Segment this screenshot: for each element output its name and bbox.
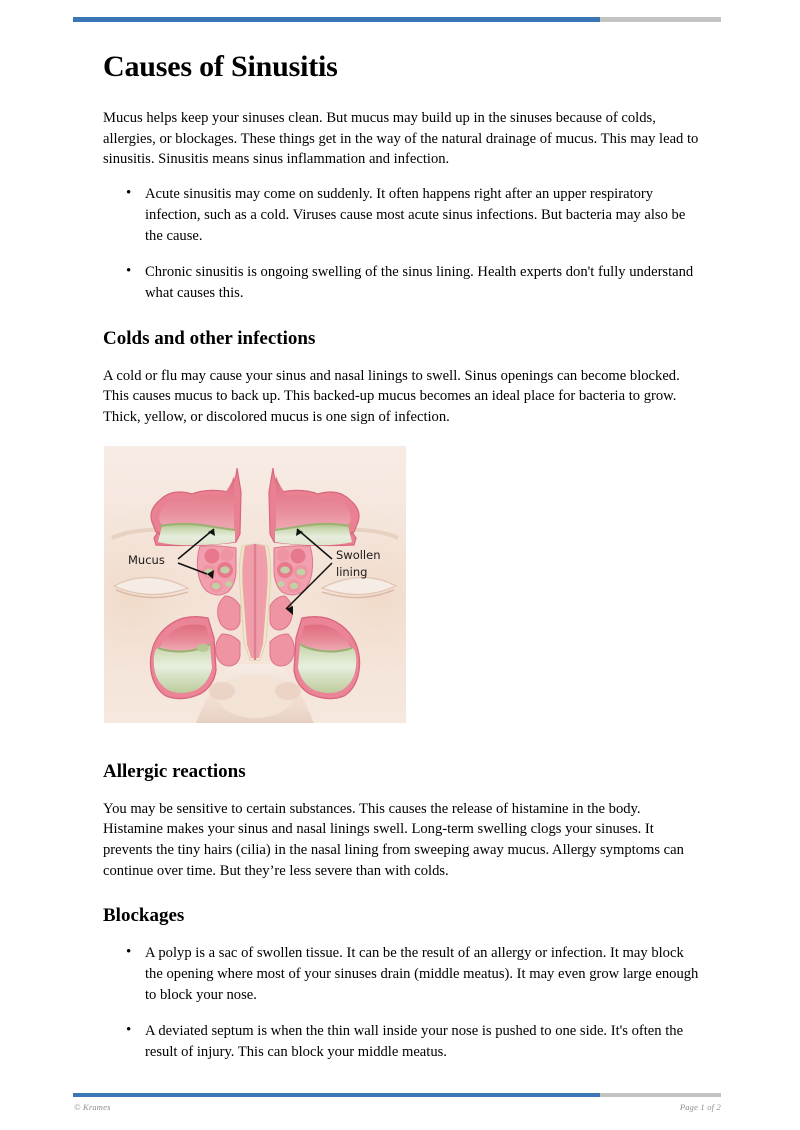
list-item: • A polyp is a sac of swollen tissue. It can be the result of an allergy or infection. It may block the opening where most of your sinuses drain (middle meatus). It may even grow large enough to block your nose.	[145, 943, 703, 1005]
figure-label-swollen-line1: Swollen	[336, 547, 381, 562]
footer-copyright: © Krames	[74, 1102, 111, 1112]
list-item: • Acute sinusitis may come on suddenly. It often happens right after an upper respiratory infection, such as a cold. Viruses cause most acute sinus infections. But bacteria may also be the cause.	[145, 184, 703, 246]
ethmoid-mucus	[297, 568, 306, 575]
list-item: • A deviated septum is when the thin wall inside your nose is pushed to one side. It's often the result of injury. This can block your middle meatus.	[145, 1021, 703, 1062]
ethmoid-mucus	[212, 583, 220, 589]
ethmoid-mucus	[280, 566, 290, 573]
intro-paragraph: Mucus helps keep your sinuses clean. But mucus may build up in the sinuses because of colds, allergies, or blockages. These things get in the way of the natural drainage of mucus. This may lead to sinusitis. Sinusitis means sinus inflammation and infection.	[103, 110, 699, 168]
footer-rule-blue-segment	[73, 1093, 600, 1097]
figure-spacer	[103, 723, 703, 737]
document-content	[103, 50, 703, 1079]
right-inferior-turbinate	[270, 634, 294, 666]
ethmoid-cell	[291, 548, 306, 563]
intro-bullet-list	[103, 184, 703, 304]
footer-rule-gray-segment	[600, 1093, 721, 1097]
right-middle-turbinate	[270, 596, 292, 630]
header-rule-gray-segment	[600, 17, 721, 22]
figure-label-swollen-line2: lining	[336, 564, 368, 579]
right-nostril	[275, 682, 301, 700]
section-paragraph-allergic: You may be sensitive to certain substances. This causes the release of histamine in the body. Histamine makes your sinus and nasal linings swell. Long-term swelling clogs your sinuses. It prevents the tiny hairs (cilia) in the nasal lining from sweeping away mucus. Allergy symptoms can continue over time. But they’re less severe than with colds.	[103, 800, 684, 879]
page-title: Causes of Sinusitis	[103, 50, 338, 83]
sinus-anatomy-figure	[104, 446, 406, 723]
left-nostril	[209, 682, 235, 700]
footer-page-number: Page 1 of 2	[679, 1102, 721, 1112]
ethmoid-mucus	[290, 583, 298, 589]
sinus-anatomy-illustration	[104, 446, 406, 723]
left-inferior-turbinate	[216, 634, 240, 666]
section-paragraph-colds: A cold or flu may cause your sinus and nasal linings to swell. Sinus openings can become blocked. This causes mucus to back up. This backed-up mucus becomes an ideal place for bacteria to grow. Thick, yellow, or discolored mucus is one sign of infection.	[103, 367, 680, 426]
left-maxillary-mucus-pocket	[197, 644, 209, 652]
blockages-bullet-list	[103, 943, 703, 1063]
ethmoid-cell	[205, 548, 220, 563]
ethmoid-mucus	[277, 581, 284, 587]
figure-label-mucus: Mucus	[128, 552, 165, 567]
section-heading-colds: Colds and other infections	[103, 327, 316, 349]
list-item: • Chronic sinusitis is ongoing swelling of the sinus lining. Health experts don't fully understand what causes this.	[145, 262, 703, 303]
ethmoid-mucus	[220, 566, 230, 573]
header-rule-blue-segment	[73, 17, 600, 22]
ethmoid-cell	[221, 548, 234, 561]
ethmoid-cell	[277, 548, 290, 561]
left-middle-turbinate	[218, 596, 240, 630]
footer-rule	[73, 1093, 721, 1097]
left-ethmoid-cells	[197, 546, 236, 595]
ethmoid-mucus	[225, 581, 232, 587]
section-heading-blockages: Blockages	[103, 905, 185, 927]
section-heading-allergic: Allergic reactions	[103, 760, 246, 782]
header-rule	[73, 17, 721, 22]
